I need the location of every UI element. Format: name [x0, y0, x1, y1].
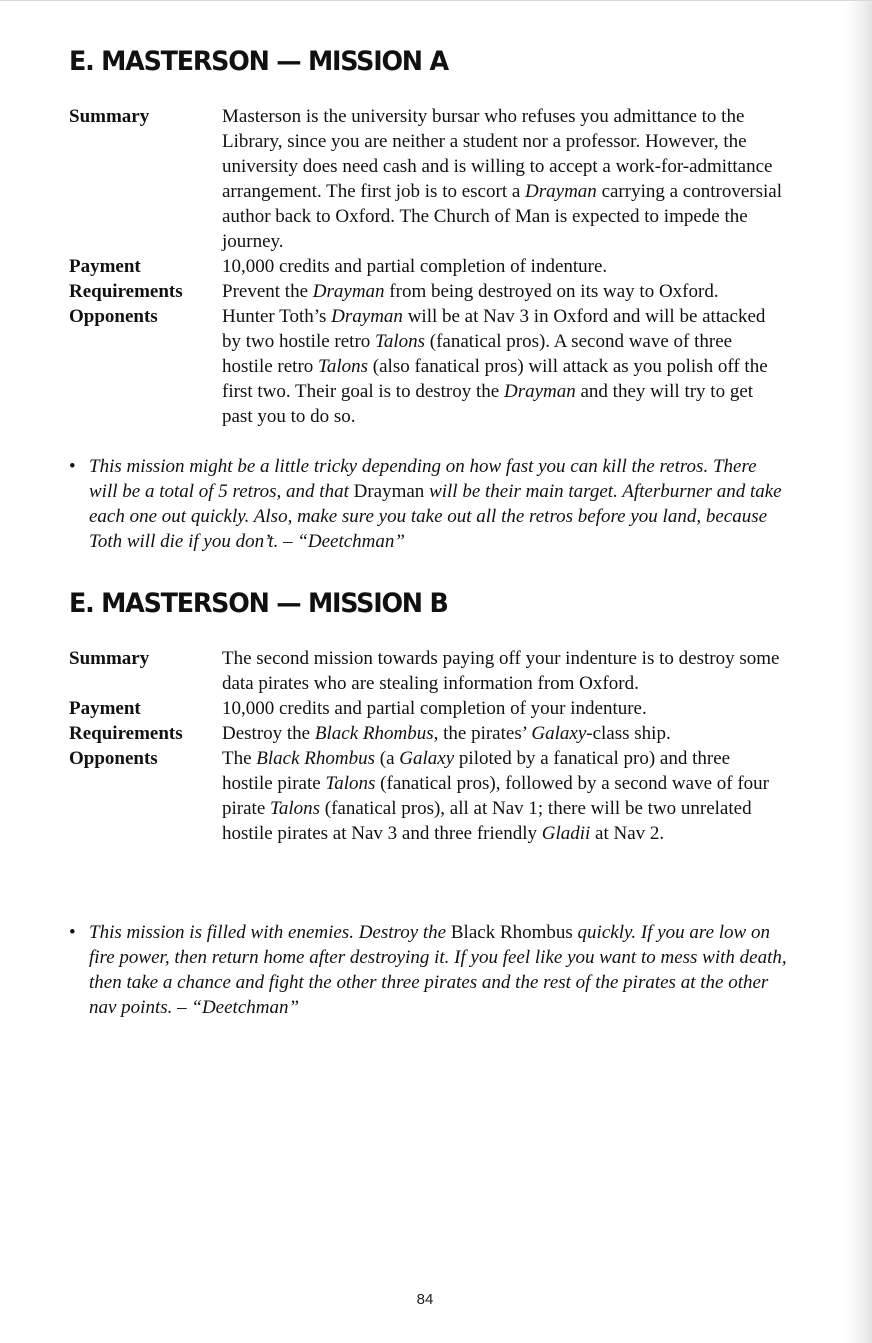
- mission-b-opponents-row: [69, 746, 789, 846]
- requirements-text: Prevent the Drayman from being destroyed on its way to Oxford.: [222, 281, 719, 302]
- mission-b-payment-row: [69, 696, 789, 721]
- mission-a-opponents-row: [69, 304, 789, 429]
- bullet-icon: •: [69, 922, 76, 943]
- summary-label: Summary: [69, 648, 150, 669]
- payment-label: Payment: [69, 256, 141, 277]
- page-top-edge: [0, 0, 872, 1]
- bullet-icon: •: [69, 456, 76, 477]
- opponents-text: The Black Rhombus (a Galaxy piloted by a fanatical pro) and three hostile pirate Talons (fanatical pros), followed by a second wave of four pirate Talons (fanatical pros), all at Nav 1; there will be two unrelated hostile pirates at Nav 3 and three friendly Gladii at Nav 2.: [222, 748, 769, 844]
- payment-text: 10,000 credits and partial completion of your indenture.: [222, 698, 647, 719]
- mission-a-details: [69, 104, 789, 429]
- requirements-label: Requirements: [69, 723, 183, 744]
- summary-label: Summary: [69, 106, 150, 127]
- tip-text: This mission might be a little tricky depending on how fast you can kill the retros. There will be a total of 5 retros, and that Drayman will be their main target. Afterburner and take each one out quickly. Also, make sure you take out all the retros before you land, because Toth will die if you don’t. – “Deetchman”: [89, 456, 782, 552]
- mission-a-summary-row: [69, 104, 789, 254]
- mission-a-heading: E. MASTERSON — MISSION A: [69, 46, 448, 77]
- mission-a-tip: [69, 454, 789, 554]
- requirements-text: Destroy the Black Rhombus, the pirates’ Galaxy-class ship.: [222, 723, 671, 744]
- opponents-label: Opponents: [69, 306, 158, 327]
- payment-label: Payment: [69, 698, 141, 719]
- opponents-label: Opponents: [69, 748, 158, 769]
- page-number: 84: [416, 1291, 434, 1308]
- requirements-label: Requirements: [69, 281, 183, 302]
- mission-a-payment-row: [69, 254, 789, 279]
- payment-text: 10,000 credits and partial completion of indenture.: [222, 256, 608, 277]
- tip-text: This mission is filled with enemies. Destroy the Black Rhombus quickly. If you are low on fire power, then return home after destroying it. If you feel like you want to mess with death, then take a chance and fight the other three pirates and the rest of the pirates at the other nav points. – “Deetchman”: [89, 922, 787, 1018]
- opponents-text: Hunter Toth’s Drayman will be at Nav 3 in Oxford and will be attacked by two hostile retro Talons (fanatical pros). A second wave of three hostile retro Talons (also fanatical pros) will attack as you polish off the first two. Their goal is to destroy the Drayman and they will try to get past you to do so.: [222, 306, 768, 427]
- mission-b-tip: [69, 920, 789, 1020]
- mission-a-requirements-row: [69, 279, 789, 304]
- summary-text: The second mission towards paying off your indenture is to destroy some data pirates who are stealing information from Oxford.: [222, 648, 780, 694]
- mission-b-heading: E. MASTERSON — MISSION B: [69, 588, 448, 619]
- mission-b-requirements-row: [69, 721, 789, 746]
- summary-text: Masterson is the university bursar who refuses you admittance to the Library, since you are neither a student nor a professor. However, the university does need cash and is willing to accept a work-for-admittance arrangement. The first job is to escort a Drayman carrying a controversial author back to Oxford. The Church of Man is expected to impede the journey.: [222, 106, 782, 252]
- mission-b-summary-row: [69, 646, 789, 696]
- mission-b-details: [69, 646, 789, 846]
